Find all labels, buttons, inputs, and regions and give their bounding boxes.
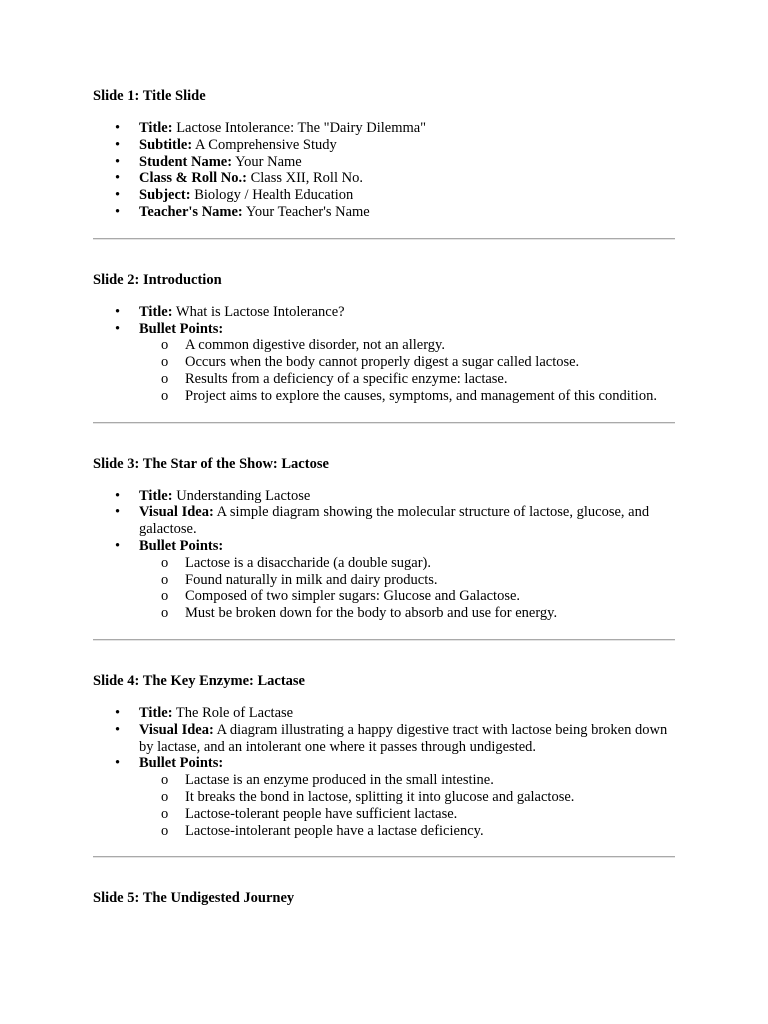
item-text: Your Teacher's Name [242,203,370,220]
item-label: Subtitle: [139,136,193,153]
sub-list-item: o Composed of two simpler sugars: Glucose and Galactose. [139,588,675,605]
sub-list-item: o Occurs when the body cannot properly digest a sugar called lactose. [139,354,675,371]
bullet-list [93,705,675,839]
slide-2-section [93,271,675,405]
slide-heading: Slide 3: The Star of the Show: Lactose [93,455,329,472]
list-item [93,120,675,137]
bullet-list [93,304,675,405]
slide-heading: Slide 1: Title Slide [93,88,206,104]
item-text: Biology / Health Education [190,187,354,204]
sub-list-item: o Lactose-tolerant people have sufficient lactase. [139,806,675,823]
item-text: Understanding Lactose [172,487,311,504]
item-text: What is Lactose Intolerance? [172,303,345,320]
sub-list-item: o Lactose is a disaccharide (a double sugar). [139,555,675,572]
list-item [93,304,675,321]
list-item [93,154,675,171]
list-item [93,538,675,622]
sub-list-item: o It breaks the bond in lactose, splitting it into glucose and galactose. [139,789,675,806]
item-text: A Comprehensive Study [192,136,337,153]
list-item [93,170,675,187]
slide-5-section [93,889,675,907]
item-text: A diagram illustrating a happy digestive tract with lactose being broken down by lactase, and an intolerant one where it passes through undigested. [139,721,668,755]
item-text: The Role of Lactase [172,704,294,721]
slide-1-section [93,87,675,221]
item-label: Title: [139,487,173,504]
sub-list-item: o Results from a deficiency of a specific enzyme: lactase. [139,371,675,388]
item-label: Bullet Points: [139,320,224,337]
list-item [93,722,675,756]
list-item [93,504,675,538]
section-divider [93,422,675,424]
item-text: Lactose Intolerance: The "Dairy Dilemma" [172,120,427,136]
bullet-list [93,120,675,221]
item-text: A simple diagram showing the molecular structure of lactose, glucose, and galactose. [139,504,650,538]
item-label: Title: [139,303,173,320]
sub-list-item: o A common digestive disorder, not an allergy. [139,337,675,354]
section-divider [93,238,675,240]
document-page [93,87,675,907]
list-item [93,187,675,204]
item-label: Title: [139,120,173,136]
list-item [93,488,675,505]
sub-list-item: o Found naturally in milk and dairy products. [139,572,675,589]
list-item [93,705,675,722]
sub-bullet-list [139,337,675,404]
sub-list-item: o Lactose-intolerant people have a lactase deficiency. [139,823,675,840]
sub-list-item: o Must be broken down for the body to absorb and use for energy. [139,605,675,622]
item-label: Visual Idea: [139,504,214,521]
item-label: Visual Idea: [139,721,214,738]
item-label: Class & Roll No.: [139,170,247,187]
slide-heading: Slide 5: The Undigested Journey [93,890,295,907]
list-item [93,755,675,839]
slide-heading: Slide 4: The Key Enzyme: Lactase [93,672,305,689]
item-text: Your Name [232,153,302,170]
sub-list-item: o Project aims to explore the causes, symptoms, and management of this condition. [139,388,675,405]
item-label: Bullet Points: [139,537,224,554]
slide-4-section [93,672,675,839]
list-item [93,321,675,405]
item-label: Student Name: [139,153,233,170]
section-divider [93,639,675,641]
list-item [93,137,675,154]
sub-bullet-list [139,772,675,839]
item-label: Title: [139,704,173,721]
sub-list-item: o Lactase is an enzyme produced in the small intestine. [139,772,675,789]
sub-bullet-list [139,555,675,622]
slide-3-section [93,455,675,622]
bullet-list [93,488,675,622]
item-label: Teacher's Name: [139,203,243,220]
section-divider [93,856,675,858]
item-text: Class XII, Roll No. [246,170,363,187]
item-label: Subject: [139,187,191,204]
item-label: Bullet Points: [139,755,224,772]
slide-heading: Slide 2: Introduction [93,271,222,288]
list-item [93,204,675,221]
